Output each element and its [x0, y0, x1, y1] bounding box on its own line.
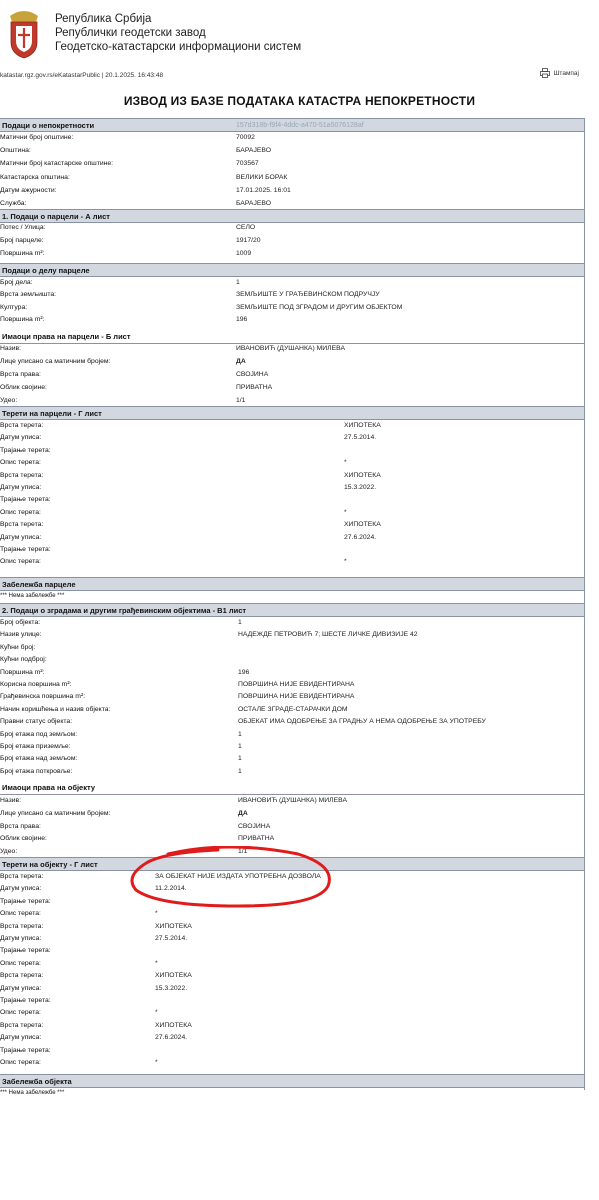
field-row	[0, 507, 584, 519]
field-label: Врста терета:	[0, 471, 44, 479]
org-line-2: Републички геодетски завод	[55, 27, 206, 39]
section-parcel-owners-header	[0, 330, 584, 344]
field-value: *	[155, 1059, 158, 1066]
section-building-header	[0, 603, 584, 617]
field-value: *	[155, 910, 158, 918]
field-row	[0, 833, 584, 845]
field-label: Број дела:	[0, 279, 33, 286]
field-label: Опис терета:	[0, 459, 41, 467]
field-value: 196	[236, 316, 248, 324]
section-property-header	[0, 118, 584, 132]
field-label: Општина:	[0, 147, 31, 155]
field-row	[0, 1007, 584, 1019]
field-value: 15.3.2022.	[155, 984, 188, 992]
parcel-notes-empty	[0, 591, 584, 601]
field-row	[0, 729, 584, 741]
field-label: Датум ажурности:	[0, 186, 57, 194]
section-parcel-burdens-title: Терети на парцели - Г лист	[2, 409, 102, 418]
field-value: ПОВРШИНА НИЈЕ ЕВИДЕНТИРАНА	[238, 693, 355, 701]
document-hash: 157d318b-f9f4-4ddc-a470-51a5076128af	[236, 122, 364, 129]
field-value: 70092	[236, 134, 255, 141]
field-label: Назив:	[0, 797, 22, 804]
field-row	[0, 629, 584, 641]
field-value: СВОЈИНА	[236, 371, 269, 378]
field-value: 1/1	[238, 848, 248, 856]
field-label: Грађевинска површина m²:	[0, 693, 86, 701]
field-label: Удео:	[0, 397, 18, 404]
field-label: Број етажа над земљом:	[0, 755, 78, 763]
field-row	[0, 679, 584, 691]
field-label: Датум уписа:	[0, 1034, 42, 1042]
field-row	[0, 995, 584, 1007]
field-label: Опис терета:	[0, 959, 41, 967]
field-row	[0, 289, 584, 301]
field-value: ПОВРШИНА НИЈЕ ЕВИДЕНТИРАНА	[238, 681, 355, 688]
section-building-burdens-title: Терети на објекту - Г лист	[2, 860, 98, 869]
field-value: 1	[238, 730, 242, 738]
field-row	[0, 983, 584, 995]
section-property-title: Подаци о непокретности	[2, 121, 95, 130]
field-value: ЗЕМЉИШТЕ У ГРАЂЕВИНСКОМ ПОДРУЧЈУ	[236, 291, 380, 299]
field-value: ХИПОТЕКА	[344, 471, 381, 479]
field-row	[0, 222, 584, 234]
field-label: Врста права:	[0, 822, 41, 830]
field-value: 1	[238, 755, 242, 763]
field-row	[0, 356, 584, 368]
field-label: Датум уписа:	[0, 484, 42, 491]
field-row	[0, 369, 584, 381]
field-label: Служба:	[0, 200, 27, 207]
field-row	[0, 933, 584, 945]
field-value: 1	[238, 767, 242, 775]
field-value: ОБЈЕКАТ ИМА ОДОБРЕЊЕ ЗА ГРАДЊУ А НЕМА ОДОБРЕЊЕ ЗА УПОТРЕБУ	[238, 718, 486, 726]
field-row	[0, 445, 584, 457]
field-value: 196	[238, 668, 250, 676]
field-label: Опис терета:	[0, 910, 41, 918]
org-line-1: Република Србија	[55, 13, 152, 25]
print-button[interactable]	[540, 68, 579, 78]
field-label: Врста права:	[0, 371, 41, 378]
field-row	[0, 420, 584, 432]
field-row	[0, 482, 584, 494]
field-value: БАРАЈЕВО	[236, 200, 271, 207]
field-value: ВЕЛИКИ БОРАК	[236, 173, 288, 181]
section-parcel-owners-title: Имаоци права на парцели - Б лист	[2, 332, 131, 341]
section-parcel-part-title: Подаци о делу парцеле	[2, 266, 90, 275]
field-row	[0, 921, 584, 933]
field-row	[0, 172, 584, 184]
field-label: Врста терета:	[0, 873, 44, 880]
building-notes-empty-text: *** Нема забележбе ***	[0, 1090, 65, 1096]
field-value: ПРИВАТНА	[236, 384, 273, 391]
field-row	[0, 132, 584, 144]
field-value: НАДЕЖДЕ ПЕТРОВИЋ 7; ШЕСТЕ ЛИЧКЕ ДИВИЗИЈЕ 42	[238, 631, 418, 639]
field-label: Кућни подброј:	[0, 656, 47, 664]
field-row	[0, 753, 584, 765]
field-value: 27.5.2014.	[155, 935, 188, 942]
field-value: ИВАНОВИЋ (ДУШАНКА) МИЛЕВА	[238, 797, 347, 804]
field-label: Врста терета:	[0, 521, 44, 529]
printer-icon	[540, 68, 550, 78]
field-value: *	[155, 1009, 158, 1017]
field-label: Облик својине:	[0, 835, 47, 843]
field-row	[0, 382, 584, 394]
section-parcel-burdens-header	[0, 406, 584, 420]
field-row	[0, 314, 584, 326]
field-row	[0, 248, 584, 260]
field-label: Удео:	[0, 848, 18, 856]
section-building-notes-title: Забележба објекта	[2, 1077, 72, 1086]
field-value: 1	[238, 619, 242, 626]
field-row	[0, 519, 584, 531]
field-label: Потес / Улица:	[0, 224, 46, 231]
field-label: Трајање терета:	[0, 947, 51, 955]
red-annotation-circle	[128, 846, 333, 908]
field-label: Трајање терета:	[0, 1046, 51, 1054]
field-label: Врста терета:	[0, 422, 44, 429]
field-label: Трајање терета:	[0, 897, 51, 905]
field-value: БАРАЈЕВО	[236, 147, 271, 155]
field-value: ЗА ОБЈЕКАТ НИЈЕ ИЗДАТА УПОТРЕБНА ДОЗВОЛА	[155, 873, 321, 880]
field-row	[0, 544, 584, 556]
field-label: Опис терета:	[0, 1009, 41, 1017]
field-label: Назив:	[0, 345, 22, 352]
field-label: Трајање терета:	[0, 546, 51, 553]
field-value: ИВАНОВИЋ (ДУШАНКА) МИЛЕВА	[236, 345, 345, 352]
field-label: Датум уписа:	[0, 885, 42, 893]
field-label: Број парцеле:	[0, 236, 44, 244]
field-value: 1	[236, 279, 240, 286]
field-value: *	[155, 959, 158, 967]
field-value: 27.6.2024.	[155, 1034, 188, 1042]
field-value: ПРИВАТНА	[238, 835, 275, 843]
field-label: Правни статус објекта:	[0, 718, 73, 726]
field-row	[0, 235, 584, 247]
field-row	[0, 970, 584, 982]
field-row	[0, 532, 584, 544]
field-row	[0, 795, 584, 807]
field-label: Површина m²:	[0, 668, 45, 676]
section-building-title: 2. Подаци о зградама и другим грађевинским објектима - В1 лист	[2, 606, 247, 615]
table-right-border	[584, 118, 585, 1090]
org-line-3: Геодетско-катастарски информациони систем	[55, 41, 302, 53]
field-label: Начин коришћења и назив објекта:	[0, 705, 111, 713]
document-title: ИЗВОД ИЗ БАЗЕ ПОДАТАКА КАТАСТРА НЕПОКРЕТНОСТИ	[123, 94, 476, 108]
issuing-organization	[55, 12, 301, 54]
section-parcel-header	[0, 209, 584, 223]
field-value: 11.2.2014.	[155, 885, 187, 893]
field-row	[0, 667, 584, 679]
field-label: Површина m²:	[0, 249, 45, 257]
field-label: Лице уписано са матичним бројем:	[0, 809, 111, 817]
field-row	[0, 470, 584, 482]
field-label: Опис терета:	[0, 1059, 41, 1066]
field-row	[0, 945, 584, 957]
field-row	[0, 556, 584, 568]
field-label: Датум уписа:	[0, 533, 42, 541]
field-value: 1917/20	[236, 236, 261, 244]
parcel-notes-empty-text: *** Нема забележбе ***	[0, 593, 65, 599]
field-label: Назив улице:	[0, 631, 42, 639]
field-row	[0, 691, 584, 703]
field-row	[0, 821, 584, 833]
field-value: 17.01.2025. 16:01	[236, 186, 291, 194]
field-row	[0, 958, 584, 970]
field-label: Култура:	[0, 303, 28, 311]
field-value: ХИПОТЕКА	[155, 972, 192, 980]
field-label: Кућни број:	[0, 643, 36, 651]
field-label: Врста терета:	[0, 922, 44, 930]
field-label: Број етажа поткровље:	[0, 767, 73, 775]
field-label: Број етажа приземље:	[0, 743, 71, 750]
print-label: Штампај	[553, 69, 579, 77]
field-value: 15.3.2022.	[344, 484, 377, 491]
field-value: ЗЕМЉИШТЕ ПОД ЗГРАДОМ И ДРУГИМ ОБЈЕКТОМ	[236, 303, 403, 311]
field-value: 1/1	[236, 397, 246, 404]
field-row	[0, 494, 584, 506]
field-row	[0, 158, 584, 170]
field-label: Број објекта:	[0, 619, 41, 626]
field-value: *	[344, 508, 347, 516]
field-value: ХИПОТЕКА	[344, 422, 381, 429]
field-value: 1009	[236, 249, 252, 257]
field-row	[0, 302, 584, 314]
serbian-coat-of-arms-icon	[6, 8, 42, 60]
field-value: СВОЈИНА	[238, 822, 271, 830]
field-label: Лице уписано са матичним бројем:	[0, 358, 111, 365]
section-building-notes-header	[0, 1074, 584, 1088]
field-label: Катастарска општина:	[0, 173, 70, 181]
field-label: Матични број катастарске општине:	[0, 160, 114, 168]
field-value: 27.5.2014.	[344, 434, 377, 442]
field-row	[0, 145, 584, 157]
field-value: ХИПОТЕКА	[155, 1021, 192, 1029]
field-row	[0, 1020, 584, 1032]
field-label: Број етажа под земљом:	[0, 730, 78, 738]
field-label: Датум уписа:	[0, 434, 42, 442]
field-value: 703567	[236, 160, 259, 168]
field-value: *	[344, 459, 347, 467]
field-label: Врста терета:	[0, 972, 44, 980]
field-row	[0, 1057, 584, 1069]
field-row	[0, 704, 584, 716]
field-row	[0, 808, 584, 820]
field-value: 1	[238, 743, 242, 750]
field-row	[0, 457, 584, 469]
field-label: Врста земљишта:	[0, 291, 57, 299]
field-label: Матични број општине:	[0, 134, 74, 141]
building-notes-empty	[0, 1088, 584, 1098]
field-value: ДА	[236, 358, 246, 365]
section-parcel-part-header	[0, 263, 584, 277]
field-label: Врста терета:	[0, 1021, 44, 1029]
source-url-timestamp: katastar.rgz.gov.rs/eKatastarPublic | 20.1.2025. 16:43:48	[0, 72, 164, 79]
field-row	[0, 741, 584, 753]
field-value: 27.6.2024.	[344, 533, 377, 541]
field-row	[0, 654, 584, 666]
section-parcel-notes-title: Забележба парцеле	[2, 580, 76, 589]
field-label: Трајање терета:	[0, 496, 51, 504]
section-building-owners-title: Имаоци права на објекту	[2, 783, 95, 792]
field-value: ХИПОТЕКА	[344, 521, 381, 529]
field-label: Опис терета:	[0, 508, 41, 516]
field-label: Трајање терета:	[0, 997, 51, 1004]
field-value: *	[344, 558, 347, 566]
field-row	[0, 1045, 584, 1057]
field-label: Датум уписа:	[0, 984, 42, 992]
field-label: Опис терета:	[0, 558, 41, 566]
field-value: ДА	[238, 809, 248, 817]
field-value: ОСТАЛЕ ЗГРАДЕ-СТАРАЧКИ ДОМ	[238, 705, 348, 713]
field-label: Корисна површина m²:	[0, 681, 72, 688]
field-label: Датум уписа:	[0, 935, 42, 942]
field-label: Површина m²:	[0, 316, 45, 324]
field-row	[0, 185, 584, 197]
field-row	[0, 716, 584, 728]
field-value: СЕЛО	[236, 224, 256, 231]
field-row	[0, 617, 584, 629]
field-row	[0, 642, 584, 654]
section-building-owners-header	[0, 781, 584, 795]
field-label: Облик својине:	[0, 384, 47, 391]
field-row	[0, 343, 584, 355]
field-row	[0, 432, 584, 444]
field-row	[0, 766, 584, 778]
document-header	[0, 0, 599, 68]
section-parcel-notes-header	[0, 577, 584, 591]
field-value: ХИПОТЕКА	[155, 922, 192, 930]
section-parcel-title: 1. Подаци о парцели - А лист	[2, 212, 110, 221]
field-row	[0, 1032, 584, 1044]
field-row	[0, 277, 584, 289]
field-label: Трајање терета:	[0, 446, 51, 454]
field-row	[0, 908, 584, 920]
